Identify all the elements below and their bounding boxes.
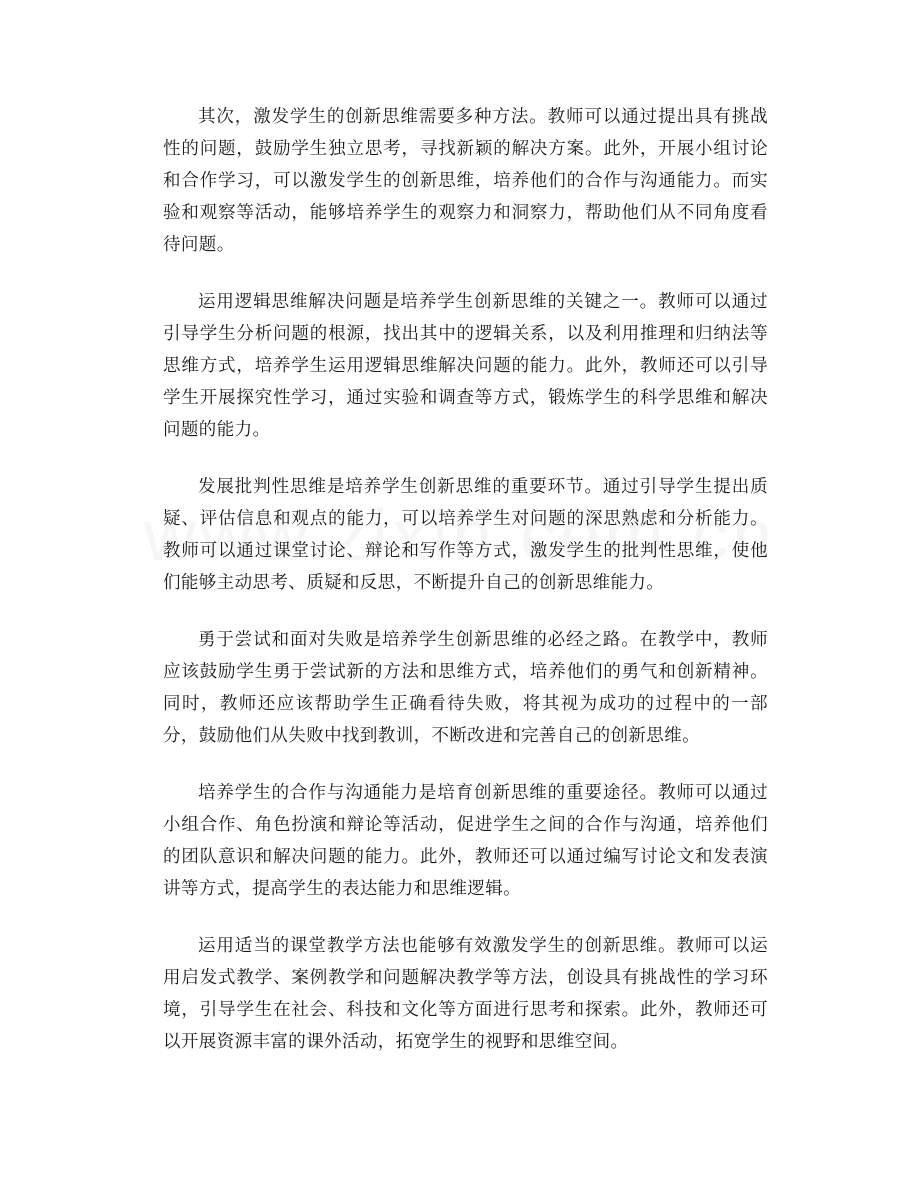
paragraph-3: 发展批判性思维是培养学生创新思维的重要环节。通过引导学生提出质疑、评估信息和观点的能力，可以培养学生对问题的深思熟虑和分析能力。教师可以通过课堂讨论、辩论和写作等方式，激发学生的批判性思维，使他们能够主动思考、质疑和反思，不断提升自己的创新思维能力。 bbox=[163, 477, 768, 593]
paragraph-1: 其次，激发学生的创新思维需要多种方法。教师可以通过提出具有挑战性的问题，鼓励学生独立思考，寻找新颖的解决方案。此外，开展小组讨论和合作学习，可以激发学生的创新思维，培养他们的合作与沟通能力。而实验和观察等活动，能够培养学生的观察力和洞察力，帮助他们从不同角度看待问题。 bbox=[163, 107, 768, 255]
paragraph-6: 运用适当的课堂教学方法也能够有效激发学生的创新思维。教师可以运用启发式教学、案例教学和问题解决教学等方法，创设具有挑战性的学习环境，引导学生在社会、科技和文化等方面进行思考和探索。此外，教师还可以开展资源丰富的课外活动，拓宽学生的视野和思维空间。 bbox=[163, 936, 768, 1052]
paragraph-2: 运用逻辑思维解决问题是培养学生创新思维的关键之一。教师可以通过引导学生分析问题的根源，找出其中的逻辑关系，以及利用推理和归纳法等思维方式，培养学生运用逻辑思维解决问题的能力。此外，教师还可以引导学生开展探究性学习，通过实验和调查等方式，锻炼学生的科学思维和解决问题的能力。 bbox=[163, 292, 768, 440]
paragraph-4: 勇于尝试和面对失败是培养学生创新思维的必经之路。在教学中，教师应该鼓励学生勇于尝试新的方法和思维方式，培养他们的勇气和创新精神。同时，教师还应该帮助学生正确看待失败，将其视为成功的过程中的一部分，鼓励他们从失败中找到教训，不断改进和完善自己的创新思维。 bbox=[163, 630, 768, 746]
document-body bbox=[163, 101, 768, 1083]
paragraph-5: 培养学生的合作与沟通能力是培育创新思维的重要途径。教师可以通过小组合作、角色扮演和辩论等活动，促进学生之间的合作与沟通，培养他们的团队意识和解决问题的能力。此外，教师还可以通过编写讨论文和发表演讲等方式，提高学生的表达能力和思维逻辑。 bbox=[163, 783, 768, 899]
